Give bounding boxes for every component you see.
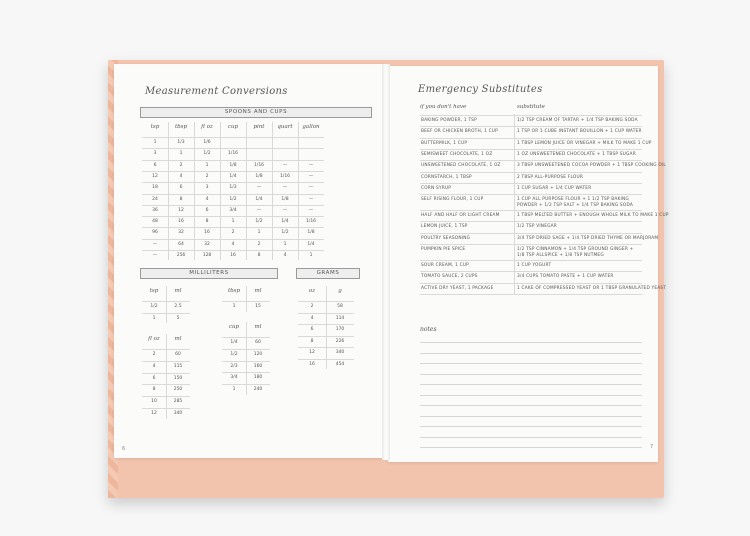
ml-cup-col-header: cup (228, 324, 240, 330)
grams-row-divider (298, 301, 354, 302)
substitutes-row-divider (420, 283, 642, 284)
substitutes-row-divider (420, 172, 642, 173)
substitutes-row-divider (420, 115, 642, 116)
substitute-item: LEMON JUICE, 1 TSP (421, 224, 468, 230)
substitute-item: SOUR CREAM, 1 CUP (421, 263, 469, 268)
ml-floz-col-header: fl oz (148, 336, 160, 342)
spoons-cups-cell: 12 (152, 173, 158, 179)
grams-cell: 58 (337, 304, 343, 309)
substitute-value: 3/4 CUPS TOMATO PASTE + 1 CUP WATER (517, 274, 614, 280)
spoons-cups-cell: 1/6 (203, 140, 211, 145)
ml-cup-cell: 1/4 (230, 340, 238, 345)
spoons-cups-row-divider (142, 216, 324, 217)
grams-col-header: g (338, 288, 342, 294)
spoons-cups-cell: 8 (179, 196, 183, 202)
ml-cup-row-divider (222, 372, 270, 373)
spoons-cups-cell: 2 (205, 173, 209, 179)
spoons-cups-cell: 1 (283, 241, 287, 247)
right-page-number: 7 (650, 444, 654, 450)
spoons-cups-cell: — (308, 173, 314, 179)
ml-cup-cell: 1/2 (230, 351, 238, 357)
grams-cell: 4 (310, 315, 314, 321)
spoons-cups-cell: 1 (205, 162, 209, 168)
spoons-cups-cell: — (282, 162, 288, 168)
substitute-item: BUTTERMILK, 1 CUP (421, 140, 468, 146)
spoons-cups-cell: 1/8 (255, 173, 263, 179)
note-line (420, 447, 642, 448)
spoons-cups-cell: 128 (202, 253, 212, 258)
ml-floz-cell: 150 (173, 375, 183, 381)
substitutes-col-header-substitute: substitute (517, 104, 545, 110)
substitute-value: 1 TBSP LEMON JUICE OR VINEGAR + MILK TO MAKE 1 CUP (517, 140, 652, 146)
spoons-cups-cell: 12 (178, 207, 184, 213)
grams-cell: 8 (310, 338, 314, 344)
spoons-cups-row-divider (142, 194, 324, 195)
spoons-cups-row-divider (142, 239, 324, 240)
substitute-item: UNSWEETENED CHOCOLATE, 1 OZ (421, 163, 501, 169)
note-line (420, 395, 642, 396)
ml-floz-cell: 12 (151, 411, 157, 416)
spoons-cups-cell: 1/8 (229, 162, 237, 168)
spoons-cups-cell: 1/3 (177, 140, 185, 145)
spoons-cups-col-header: tbsp (174, 124, 188, 130)
spoons-cups-row-divider (142, 137, 324, 138)
grams-cell: 454 (335, 361, 345, 367)
spoons-cups-row-divider (142, 205, 324, 206)
substitute-item: PUMPKIN PIE SPICE (421, 247, 466, 252)
ml-cup-cell: 2/3 (230, 363, 238, 369)
substitute-value: 1/2 TSP VINEGAR (517, 224, 557, 230)
ml-tsp-col-header: tsp (149, 288, 159, 294)
spoons-cups-cell: 1/2 (229, 196, 237, 202)
spoons-cups-cell: 1/16 (305, 219, 317, 225)
spoons-cups-cell: 2 (231, 230, 235, 236)
ml-floz-row-divider (142, 384, 190, 385)
substitute-item: ACTIVE DRY YEAST, 1 PACKAGE (421, 285, 494, 291)
spoons-cups-cell: 1/16 (227, 151, 239, 157)
ml-tbsp-row-divider (222, 301, 270, 302)
grams-cell: 340 (335, 350, 345, 355)
substitutes-row-divider (420, 194, 642, 195)
substitute-value: 1 TBSP MELTED BUTTER + ENOUGH WHOLE MILK TO MAKE 1 CUP (517, 213, 669, 219)
ml-tbsp-cell: 15 (255, 304, 261, 309)
ml-tsp-row-divider (142, 313, 190, 314)
spoons-cups-col-header: cup (227, 124, 239, 130)
ml-floz-col-header: ml (174, 336, 182, 342)
spoons-cups-cell: 24 (152, 196, 158, 202)
spoons-cups-cell: 1 (231, 219, 235, 225)
ml-tsp-row-divider (142, 301, 190, 302)
ml-tsp-cell: 2.5 (174, 304, 182, 309)
spoons-cups-cell: 96 (152, 230, 158, 236)
spoons-cups-cell: — (282, 185, 288, 191)
ml-tsp-cell: 1/2 (150, 304, 158, 309)
substitute-value: 3 TBSP UNSWEETENED COCOA POWDER + 1 TBSP COOKING OIL (517, 163, 667, 169)
spoons-cups-cell: 1/4 (281, 219, 289, 225)
note-line (420, 426, 642, 427)
spoons-cups-cell: 8 (205, 219, 209, 225)
spoons-cups-cell: 1/3 (229, 185, 237, 191)
substitute-item: BEEF OR CHICKEN BROTH, 1 CUP (421, 129, 498, 135)
spoons-cups-cell: 3 (153, 151, 157, 157)
ml-floz-cell: 4 (152, 363, 156, 369)
ml-tsp-col-header: ml (174, 288, 182, 294)
substitute-value: 1 CAKE OF COMPRESSED YEAST OR 1 TBSP GRANULATED YEAST (517, 285, 667, 291)
substitutes-row-divider (420, 183, 642, 184)
substitute-value: 1 OZ UNSWEETENED CHOCOLATE + 1 TBSP SUGAR (517, 151, 636, 157)
measurement-conversions-title: Measurement Conversions (145, 86, 288, 97)
spoons-cups-cell: 16 (204, 230, 210, 236)
spoons-cups-row-divider (142, 182, 324, 183)
note-line (420, 363, 642, 364)
spoons-cups-cell: 1/4 (229, 173, 237, 179)
spoons-cups-cell: 1 (153, 140, 157, 145)
spoons-cups-row-divider (142, 227, 324, 228)
note-line (420, 353, 642, 354)
spoons-cups-cell: 1/2 (281, 230, 289, 236)
ml-floz-cell: 6 (152, 375, 156, 381)
notes-label: notes (420, 326, 437, 333)
ml-cup-cell: 160 (253, 363, 263, 369)
spoons-cups-row-divider (142, 160, 324, 161)
substitute-value: 3/4 TSP DRIED SAGE + 1/4 TSP DRIED THYME OR MARJORAM (517, 235, 659, 241)
spoons-cups-cell: 64 (178, 241, 184, 247)
spoons-cups-col-header: tsp (150, 124, 160, 130)
ml-cup-cell: 240 (253, 387, 263, 393)
note-line (420, 374, 642, 375)
substitute-value: 1 CUP ALL PURPOSE FLOUR + 1 1/2 TSP BAKING POWDER + 1/2 TSP SALT + 1/4 TSP BAKING SODA (517, 197, 634, 209)
substitutes-row-divider (420, 244, 642, 245)
spoons-cups-cell: 32 (204, 241, 210, 247)
spoons-cups-col-header: pint (253, 124, 265, 130)
spoons-cups-cell: 1/16 (253, 162, 265, 168)
grams-heading: GRAMS (296, 268, 360, 279)
spoons-cups-cell: 1 (257, 230, 261, 236)
spoons-cups-col-header: quart (277, 124, 293, 130)
left-page-number: 6 (122, 446, 126, 452)
ml-cup-cell: 1 (232, 387, 236, 393)
spoons-cups-cell: — (256, 185, 262, 191)
spoons-cups-cell: 1/4 (255, 196, 263, 202)
ml-floz-cell: 250 (173, 387, 183, 393)
ml-tsp-cell: 1 (152, 315, 156, 321)
ml-tbsp-col-header: tbsp (227, 288, 241, 294)
grams-cell: 6 (310, 327, 314, 332)
spoons-cups-cell: 2 (257, 241, 261, 247)
ml-floz-cell: 60 (175, 352, 181, 357)
substitutes-row-divider (420, 271, 642, 272)
substitute-item: CORNSTARCH, 1 TBSP (421, 174, 472, 180)
ml-tsp-cell: 5 (176, 315, 180, 321)
spoons-cups-cell: — (152, 253, 158, 258)
substitute-value: 1/2 TSP CREAM OF TARTAR + 1/4 TSP BAKING SODA (517, 118, 638, 123)
spoons-cups-heading: SPOONS AND CUPS (140, 107, 372, 118)
spoons-cups-col-header: gallon (302, 124, 320, 130)
ml-cup-row-divider (222, 361, 270, 362)
ml-floz-row-divider (142, 349, 190, 350)
spoons-cups-cell: 1/8 (307, 230, 315, 236)
ml-floz-cell: 10 (151, 399, 157, 405)
ml-cup-cell: 180 (253, 375, 263, 381)
spoons-cups-cell: 4 (231, 241, 235, 247)
spoons-cups-cell: — (256, 207, 262, 213)
ml-floz-cell: 340 (173, 411, 183, 416)
grams-cell: 114 (335, 315, 345, 321)
substitute-item: HALF AND HALF OR LIGHT CREAM (421, 213, 500, 219)
spoons-cups-cell: 2 (179, 162, 183, 168)
grams-row-divider (298, 359, 354, 360)
spoons-cups-cell: 4 (283, 253, 287, 258)
spoons-cups-cell: 18 (152, 185, 158, 191)
spoons-cups-cell: 1 (179, 151, 183, 157)
spoons-cups-cell: 6 (153, 162, 157, 168)
spoons-cups-cell: 1/16 (279, 173, 291, 179)
emergency-substitutes-title: Emergency Substitutes (418, 84, 543, 95)
spoons-cups-cell: 32 (178, 230, 184, 236)
substitute-item: SELF RISING FLOUR, 1 CUP (421, 197, 484, 203)
substitutes-col-header-have: if you don't have (420, 104, 467, 110)
substitutes-row-divider (420, 210, 642, 211)
ml-cup-row-divider (222, 337, 270, 338)
spoons-cups-cell: 4 (179, 173, 183, 179)
grams-row-divider (298, 336, 354, 337)
spoons-cups-row-divider (142, 250, 324, 251)
spoons-cups-cell: — (308, 196, 314, 202)
spoons-cups-cell: 4 (205, 196, 209, 202)
substitute-item: BAKING POWDER, 1 TSP (421, 118, 477, 123)
grams-cell: 2 (310, 304, 314, 309)
ml-cup-row-divider (222, 349, 270, 350)
substitutes-row-divider (420, 138, 642, 139)
ml-floz-cell: 8 (152, 387, 156, 393)
spoons-cups-cell: 3/4 (229, 207, 237, 213)
ml-cup-cell: 120 (253, 351, 263, 357)
spoons-cups-cell: 1/2 (203, 151, 211, 157)
spoons-cups-cell: 1/8 (281, 196, 289, 202)
ml-floz-row-divider (142, 408, 190, 409)
ml-floz-row-divider (142, 361, 190, 362)
substitute-item: CORN SYRUP (421, 185, 452, 191)
substitute-value: 1 CUP SUGAR + 1/4 CUP WATER (517, 185, 592, 191)
substitutes-row-divider (420, 126, 642, 127)
spoons-cups-row-divider (142, 148, 324, 149)
ml-cup-cell: 60 (255, 340, 261, 345)
grams-cell: 16 (309, 361, 315, 367)
grams-cell: 12 (309, 350, 315, 355)
ml-floz-row-divider (142, 373, 190, 374)
note-line (420, 405, 642, 406)
spoons-cups-cell: 8 (257, 253, 261, 258)
ml-tbsp-col-header: ml (254, 288, 262, 294)
substitute-value: 1 CUP YOGURT (517, 263, 552, 268)
substitutes-row-divider (420, 260, 642, 261)
ml-floz-cell: 285 (173, 399, 183, 405)
spoons-cups-cell: 3 (205, 185, 209, 191)
spoons-cups-row-divider (142, 171, 324, 172)
spoons-cups-cell: 16 (178, 219, 184, 225)
substitutes-row-divider (420, 233, 642, 234)
ml-floz-cell: 115 (173, 363, 183, 369)
substitute-item: SEMISWEET CHOCOLATE, 1 OZ (421, 151, 493, 157)
substitutes-row-divider (420, 294, 642, 295)
milliliters-heading: MILLILITERS (140, 268, 278, 279)
ml-cup-row-divider (222, 384, 270, 385)
book-gutter (382, 64, 390, 460)
spoons-cups-cell: — (308, 162, 314, 168)
spoons-cups-cell: 48 (152, 219, 158, 225)
substitute-value: 1/2 TSP CINNAMON + 1/4 TSP GROUND GINGER + 1/8 TSP ALLSPICE + 1/8 TSP NUTMEG (517, 247, 634, 258)
spoons-cups-col-header: fl oz (201, 124, 213, 130)
note-line (420, 384, 642, 385)
substitutes-row-divider (420, 149, 642, 150)
spoons-cups-cell: 16 (230, 253, 236, 258)
ml-cup-cell: 3/4 (230, 375, 238, 381)
grams-row-divider (298, 313, 354, 314)
substitutes-row-divider (420, 221, 642, 222)
grams-cell: 170 (335, 327, 345, 332)
spoons-cups-cell: 256 (176, 253, 186, 258)
substitute-item: TOMATO SAUCE, 2 CUPS (421, 274, 478, 280)
ml-tbsp-cell: 1 (232, 304, 236, 309)
spoons-cups-cell: — (308, 185, 314, 191)
substitute-item: POULTRY SEASONING (421, 235, 471, 241)
spoons-cups-cell: 1 (309, 253, 313, 258)
spoons-cups-cell: 6 (179, 185, 183, 191)
grams-row-divider (298, 324, 354, 325)
spoons-cups-cell: 6 (205, 207, 209, 213)
note-line (420, 437, 642, 438)
substitutes-row-divider (420, 160, 642, 161)
spoons-cups-cell: — (308, 207, 314, 213)
substitute-value: 2 TBSP ALL-PURPOSE FLOUR (517, 174, 584, 180)
substitute-value: 1 TSP OR 1 CUBE INSTANT BOUILLON + 1 CUP WATER (517, 129, 642, 135)
note-line (420, 342, 642, 343)
grams-cell: 226 (335, 338, 345, 344)
substitutes-col-divider (514, 114, 515, 295)
note-line (420, 416, 642, 417)
spoons-cups-cell: 1/4 (307, 241, 315, 247)
grams-row-divider (298, 347, 354, 348)
ml-floz-cell: 2 (152, 352, 156, 357)
spoons-cups-cell: 1/2 (255, 219, 263, 225)
grams-col-header: oz (308, 288, 316, 294)
spoons-cups-cell: 36 (152, 207, 158, 213)
ml-cup-col-header: ml (254, 324, 262, 330)
ml-floz-row-divider (142, 396, 190, 397)
spoons-cups-cell: — (282, 207, 288, 213)
spoons-cups-cell: — (152, 241, 158, 247)
